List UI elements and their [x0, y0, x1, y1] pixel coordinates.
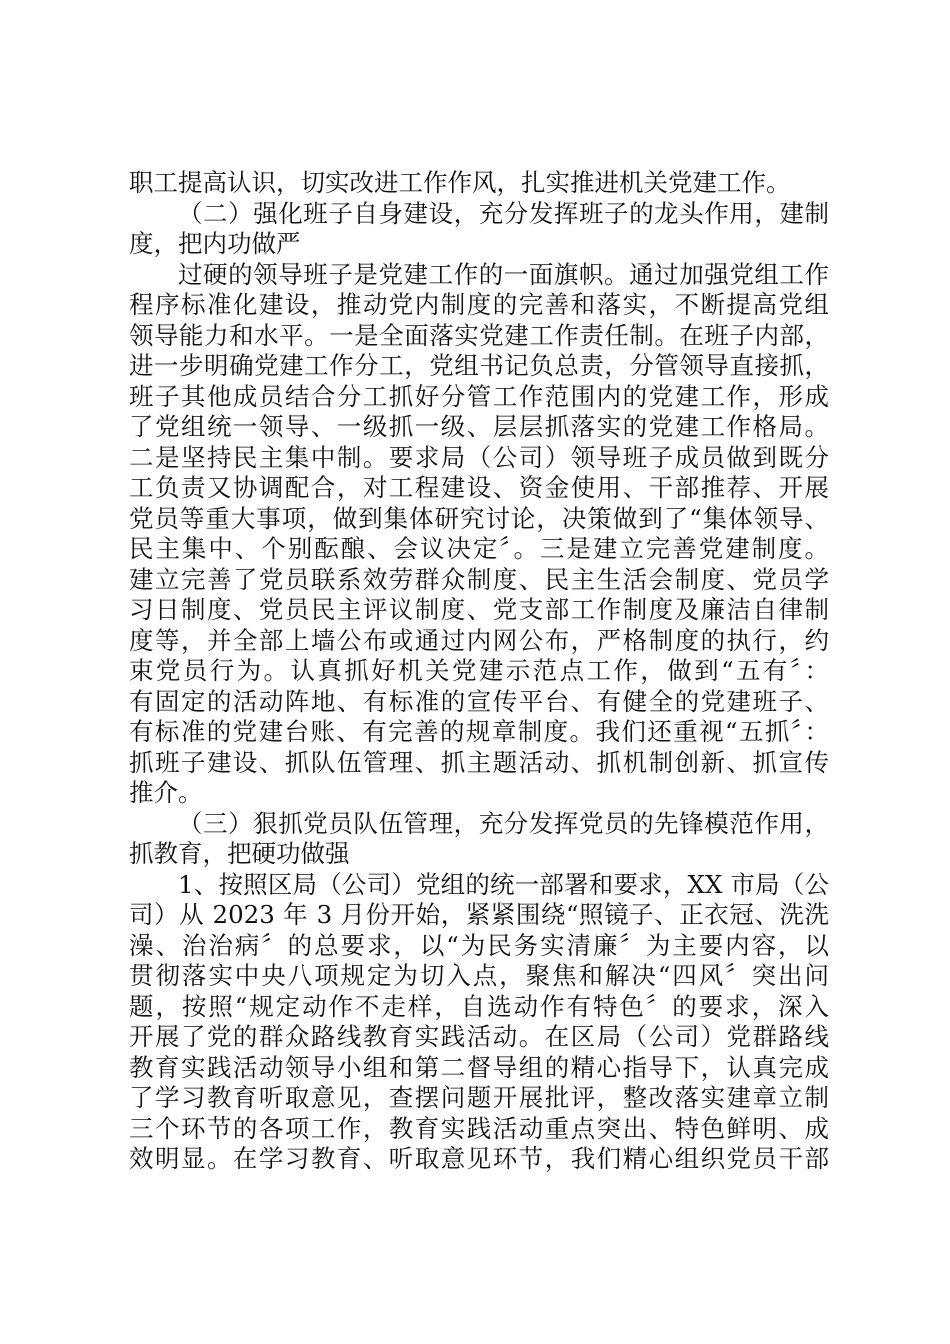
text-line: 程序标准化建设，推动党内制度的完善和落实，不断提高党组 — [129, 290, 829, 319]
text-line: 领导能力和水平。一是全面落实党建工作责任制。在班子内部， — [129, 320, 829, 350]
text-line: 了党组统一领导、一级抓一级、层层抓落实的党建工作格局。 — [129, 412, 829, 441]
text-line: 习日制度、党员民主评议制度、党支部工作制度及廉洁自律制 — [129, 595, 829, 624]
text-line: 有标准的党建台账、有完善的规章制度。我们还重视“五抓〞： — [129, 717, 829, 746]
text-line: 教育实践活动领导小组和第二督导组的精心指导下，认真完成 — [129, 1052, 829, 1082]
text-line: 1、按照区局（公司）党组的统一部署和要求，XX 市局（公 — [178, 869, 829, 899]
text-line: 效明显。在学习教育、听取意见环节，我们精心组织党员干部 — [129, 1144, 829, 1173]
text-line: 有固定的活动阵地、有标准的宣传平台、有健全的党建班子、 — [129, 686, 829, 716]
text-line: （二）强化班子自身建设，充分发挥班子的龙头作用，建制 — [178, 198, 829, 228]
text-line: 束党员行为。认真抓好机关党建示范点工作，做到“五有〞： — [129, 656, 829, 685]
text-line: 题，按照“规定动作不走样，自选动作有特色〞的要求，深入 — [129, 991, 829, 1021]
text-line: 开展了党的群众路线教育实践活动。在区局（公司）党群路线 — [129, 1022, 829, 1051]
text-line: 三个环节的各项工作，教育实践活动重点突出、特色鲜明、成 — [129, 1113, 829, 1143]
text-line: 党员等重大事项，做到集体研究讨论，决策做到了“集体领导、 — [129, 503, 829, 533]
text-line: 贯彻落实中央八项规定为切入点，聚焦和解决“四风〞突出问 — [129, 961, 829, 990]
text-line: 进一步明确党建工作分工，党组书记负总责，分管领导直接抓， — [129, 351, 829, 380]
text-line: 职工提高认识，切实改进工作作风，扎实推进机关党建工作。 — [129, 168, 791, 197]
text-line: 班子其他成员结合分工抓好分管工作范围内的党建工作，形成 — [129, 381, 829, 411]
text-line: 抓教育，把硬功做强 — [129, 839, 350, 868]
text-line: 度，把内功做严 — [129, 229, 301, 258]
text-line: 工负责又协调配合，对工程建设、资金使用、干部推荐、开展 — [129, 473, 829, 502]
text-line: 司）从 2023 年 3 月份开始，紧紧围绕“照镜子、正衣冠、洗洗 — [129, 900, 829, 929]
text-line: 过硬的领导班子是党建工作的一面旗帜。通过加强党组工作 — [178, 259, 829, 289]
text-line: 了学习教育听取意见，查摆问题开展批评，整改落实建章立制 — [129, 1083, 829, 1112]
body-text — [129, 168, 829, 1175]
text-line: （三）狠抓党员队伍管理，充分发挥党员的先锋模范作用， — [178, 808, 829, 838]
text-line: 民主集中、个别酝酿、会议决定〞。三是建立完善党建制度。 — [129, 534, 829, 563]
text-line: 建立完善了党员联系效劳群众制度、民主生活会制度、党员学 — [129, 564, 829, 594]
text-line: 二是坚持民主集中制。要求局（公司）领导班子成员做到既分 — [129, 442, 829, 472]
text-line: 推介。 — [129, 778, 203, 807]
text-line: 度等，并全部上墙公布或通过内网公布，严格制度的执行，约 — [129, 625, 829, 655]
text-line: 抓班子建设、抓队伍管理、抓主题活动、抓机制创新、抓宣传 — [129, 747, 829, 777]
text-line: 澡、治治病〞的总要求，以“为民务实清廉〞为主要内容，以 — [129, 930, 829, 960]
